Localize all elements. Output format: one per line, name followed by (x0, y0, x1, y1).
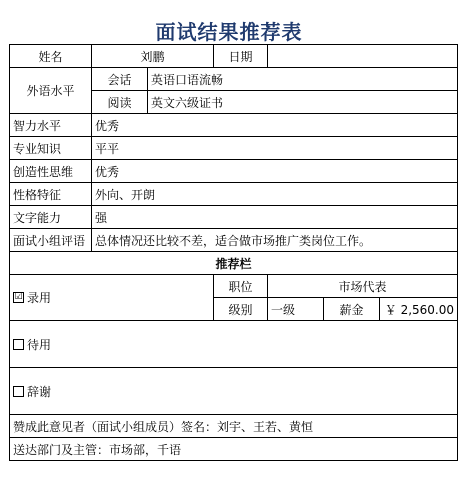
expertise-label: 专业知识 (10, 137, 92, 160)
grade-label: 级别 (214, 298, 268, 321)
decline-option[interactable] (10, 368, 458, 415)
creativity-label: 创造性思维 (10, 160, 92, 183)
reading-value[interactable]: 英文六级证书 (148, 91, 458, 114)
date-label: 日期 (214, 45, 268, 68)
panel-comment-label: 面试小组评语 (10, 229, 92, 252)
writing-label: 文字能力 (10, 206, 92, 229)
name-label: 姓名 (10, 45, 92, 68)
page-title: 面试结果推荐表 (155, 20, 303, 44)
interview-form-table (9, 44, 458, 461)
grade-value[interactable]: 一级 (268, 298, 324, 321)
position-label: 职位 (214, 275, 268, 298)
pending-option[interactable] (10, 321, 458, 368)
hire-option[interactable] (10, 275, 214, 321)
salary-label: 薪金 (324, 298, 380, 321)
intelligence-value[interactable]: 优秀 (92, 114, 458, 137)
date-value[interactable] (268, 45, 458, 68)
personality-value[interactable]: 外向、开朗 (92, 183, 458, 206)
speaking-label: 会话 (92, 68, 148, 91)
sent-to-line: 送达部门及主管：市场部，千语 (10, 438, 458, 461)
decline-checkbox[interactable] (13, 386, 24, 397)
panel-comment-value[interactable]: 总体情况还比较不差，适合做市场推广类岗位工作。 (92, 229, 458, 252)
hire-checkbox[interactable]: ☑ (14, 292, 23, 302)
recommend-header: 推荐栏 (10, 252, 458, 275)
expertise-value[interactable]: 平平 (92, 137, 458, 160)
hire-label: 录用 (27, 291, 52, 305)
name-value[interactable]: 刘鹏 (92, 45, 214, 68)
creativity-value[interactable]: 优秀 (92, 160, 458, 183)
personality-label: 性格特征 (10, 183, 92, 206)
pending-checkbox[interactable] (13, 339, 24, 350)
reading-label: 阅读 (92, 91, 148, 114)
intelligence-label: 智力水平 (10, 114, 92, 137)
approvers-line: 赞成此意见者（面试小组成员）签名：刘宇、王若、黄恒 (10, 415, 458, 438)
salary-value[interactable]: ￥ 2,560.00 (380, 298, 458, 321)
speaking-value[interactable]: 英语口语流畅 (148, 68, 458, 91)
language-label: 外语水平 (10, 68, 92, 114)
decline-label: 辞谢 (27, 384, 52, 399)
position-value[interactable]: 市场代表 (268, 275, 458, 298)
writing-value[interactable]: 强 (92, 206, 458, 229)
pending-label: 待用 (27, 337, 52, 352)
